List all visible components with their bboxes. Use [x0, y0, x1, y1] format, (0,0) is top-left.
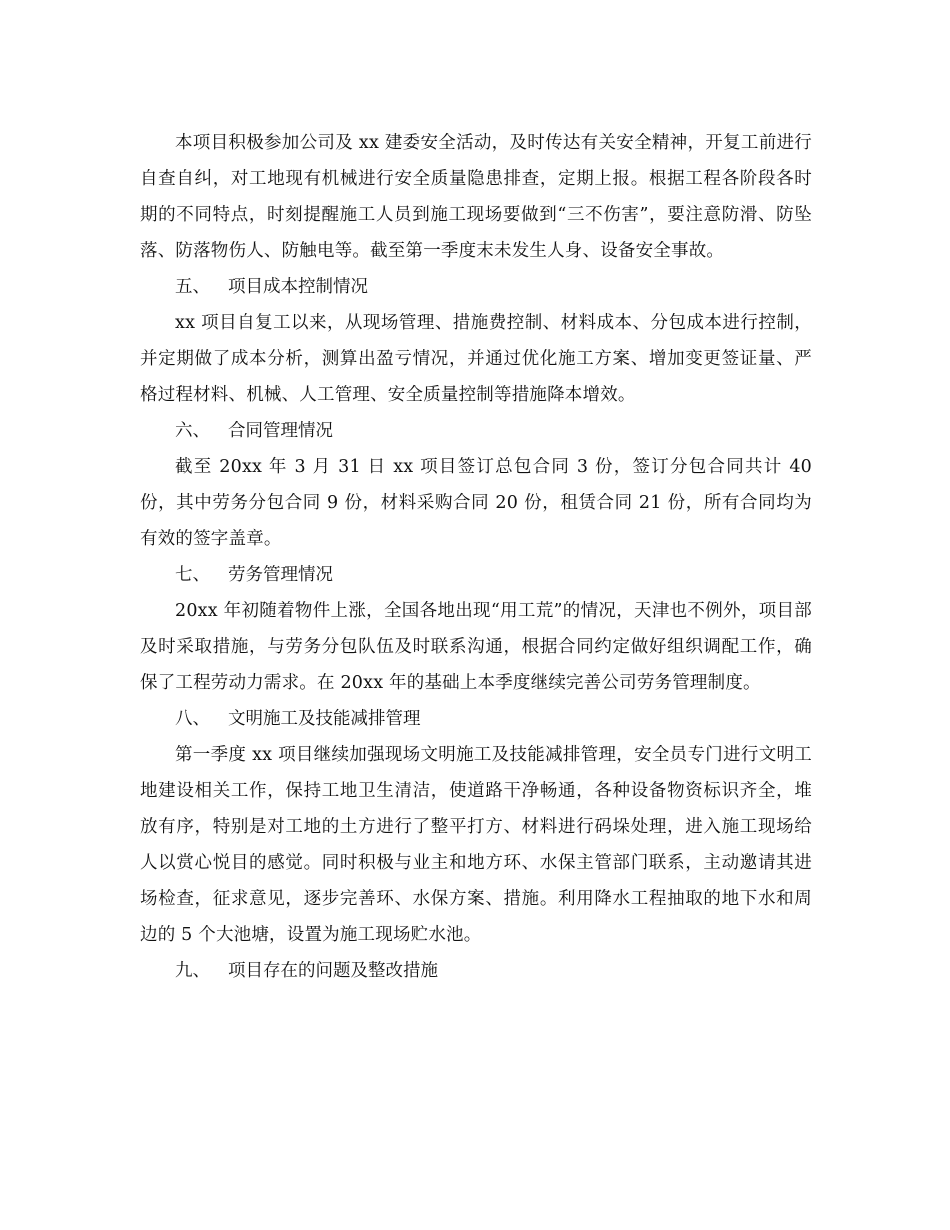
section-number: 七、	[175, 565, 210, 585]
section-number: 九、	[175, 961, 210, 981]
section-heading-cost	[140, 269, 812, 305]
section-title: 文明施工及技能减排管理	[228, 709, 421, 729]
document-body	[140, 125, 812, 989]
section-title: 项目成本控制情况	[228, 277, 368, 297]
paragraph-cost: xx 项目自复工以来，从现场管理、措施费控制、材料成本、分包成本进行控制，并定期做了成本分析，测算出盈亏情况，并通过优化施工方案、增加变更签证量、严格过程材料、机械、人工管理、安全质量控制等措施降本增效。	[140, 313, 812, 405]
section-number: 六、	[175, 421, 210, 441]
section-heading-labor	[140, 557, 812, 593]
paragraph-civilized: 第一季度 xx 项目继续加强现场文明施工及技能减排管理，安全员专门进行文明工地建设相关工作，保持工地卫生清洁，使道路干净畅通，各种设备物资标识齐全，堆放有序，特别是对工地的土方进行了整平打方、材料进行码垛处理，进入施工现场给人以赏心悦目的感觉。同时积极与业主和地方环、水保主管部门联系，主动邀请其进场检查，征求意见，逐步完善环、水保方案、措施。利用降水工程抽取的地下水和周边的 5 个大池塘，设置为施工现场贮水池。	[140, 745, 812, 945]
section-number: 五、	[175, 277, 210, 297]
section-heading-contract	[140, 413, 812, 449]
section-number: 八、	[175, 709, 210, 729]
paragraph-labor: 20xx 年初随着物件上涨，全国各地出现“用工荒”的情况，天津也不例外，项目部及时采取措施，与劳务分包队伍及时联系沟通，根据合同约定做好组织调配工作，确保了工程劳动力需求。在 20xx 年的基础上本季度继续完善公司劳务管理制度。	[140, 601, 812, 693]
section-heading-problems	[140, 953, 812, 989]
paragraph-contract: 截至 20xx 年 3 月 31 日 xx 项目签订总包合同 3 份，签订分包合同共计 40 份，其中劳务分包合同 9 份，材料采购合同 20 份，租赁合同 21 份，所有合同均为有效的签字盖章。	[140, 457, 812, 549]
paragraph-safety: 本项目积极参加公司及 xx 建委安全活动，及时传达有关安全精神，开复工前进行自查自纠，对工地现有机械进行安全质量隐患排查，定期上报。根据工程各阶段各时期的不同特点，时刻提醒施工人员到施工现场要做到“三不伤害”，要注意防滑、防坠落、防落物伤人、防触电等。截至第一季度末未发生人身、设备安全事故。	[140, 133, 812, 261]
section-title: 劳务管理情况	[228, 565, 333, 585]
section-title: 项目存在的问题及整改措施	[228, 961, 438, 981]
section-heading-civilized	[140, 701, 812, 737]
section-title: 合同管理情况	[228, 421, 333, 441]
